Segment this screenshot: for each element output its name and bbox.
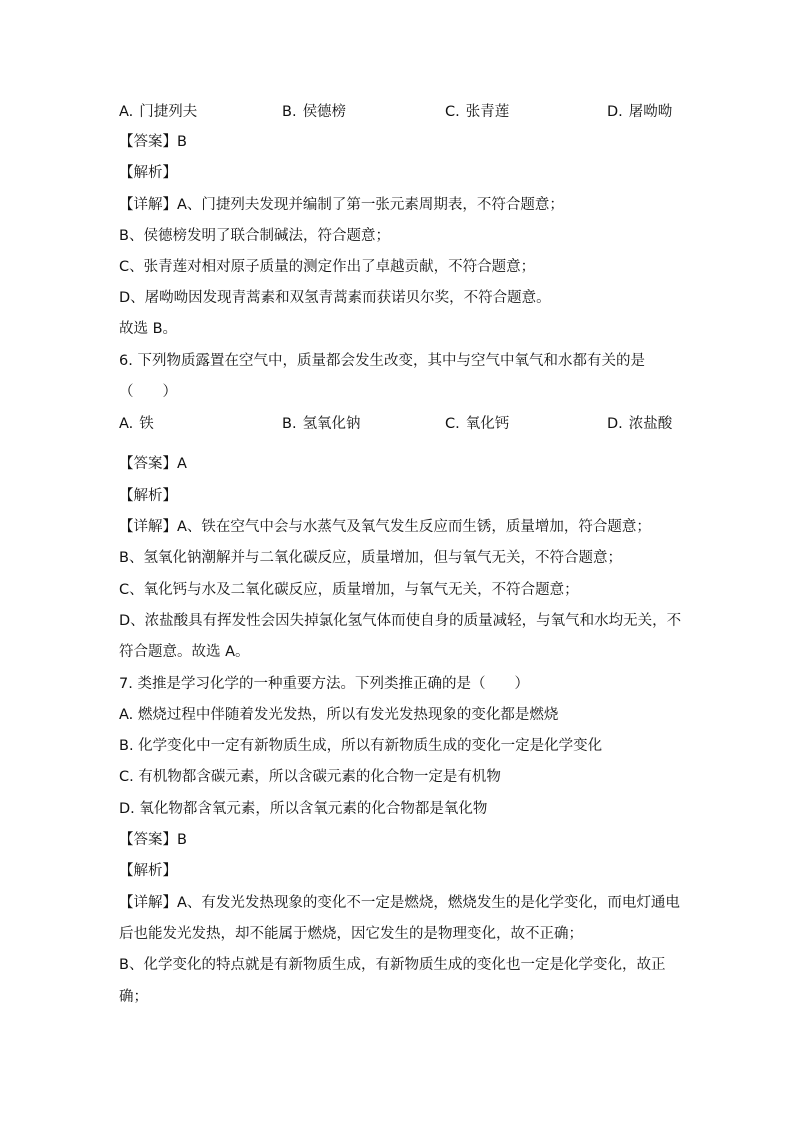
q6-option-d: D. 浓盐酸 [607, 416, 673, 432]
q6-options [119, 414, 679, 434]
q7-analysis-heading: 【解析】 [119, 863, 177, 879]
q6-analysis-heading: 【解析】 [119, 488, 177, 504]
q6-answer: 【答案】A [119, 456, 187, 472]
q7-detail-line: 后也能发光发热，却不能属于燃烧，因它发生的是物理变化，故不正确； [119, 926, 583, 942]
q6-detail-line: B、氢氧化钠潮解并与二氧化碳反应，质量增加，但与氧气无关，不符合题意； [119, 550, 622, 566]
q5-option-b: B. 侯德榜 [282, 104, 347, 120]
q6-stem: 6. 下列物质露置在空气中，质量都会发生改变，其中与空气中氧气和水都有关的是 [119, 353, 645, 369]
q5-option-c: C. 张青莲 [445, 104, 510, 120]
q7-detail-line: 确； [119, 989, 148, 1005]
q6-stem-blank: （ ） [119, 384, 177, 400]
q5-detail-line: 【详解】A、门捷列夫发现并编制了第一张元素周期表，不符合题意； [119, 197, 564, 213]
q7-detail-line: B、化学变化的特点就是有新物质生成，有新物质生成的变化也一定是化学变化，故正 [119, 957, 666, 973]
q6-option-c: C. 氧化钙 [445, 416, 510, 432]
q5-detail-line: C、张青莲对相对原子质量的测定作出了卓越贡献，不符合题意； [119, 259, 536, 275]
q5-option-a: A. 门捷列夫 [119, 104, 198, 120]
q5-detail-line: D、屠呦呦因发现青蒿素和双氢青蒿素而获诺贝尔奖，不符合题意。 [119, 290, 551, 306]
q7-answer: 【答案】B [119, 832, 187, 848]
q6-detail-line: 符合题意。故选 A。 [119, 644, 250, 660]
q6-option-b: B. 氢氧化钠 [282, 416, 361, 432]
q6-detail-line: C、氧化钙与水及二氧化碳反应，质量增加，与氧气无关，不符合题意； [119, 582, 579, 598]
q7-option-b: B. 化学变化中一定有新物质生成，所以有新物质生成的变化一定是化学变化 [119, 738, 603, 754]
q5-answer: 【答案】B [119, 134, 187, 150]
q7-option-a: A. 燃烧过程中伴随着发光发热，所以有发光发热现象的变化都是燃烧 [119, 707, 559, 723]
q7-detail-line: 【详解】A、有发光发热现象的变化不一定是燃烧，燃烧发生的是化学变化，而电灯通电 [119, 895, 680, 911]
q7-option-c: C. 有机物都含碳元素，所以含碳元素的化合物一定是有机物 [119, 769, 501, 785]
q7-option-d: D. 氧化物都含氧元素，所以含氧元素的化合物都是氧化物 [119, 801, 488, 817]
q5-detail-line: B、侯德榜发明了联合制碱法，符合题意； [119, 228, 390, 244]
q7-stem: 7. 类推是学习化学的一种重要方法。下列类推正确的是（ ） [119, 676, 529, 692]
q6-detail-line: 【详解】A、铁在空气中会与水蒸气及氧气发生反应而生锈，质量增加，符合题意； [119, 519, 651, 535]
q5-analysis-heading: 【解析】 [119, 165, 177, 181]
q5-options [119, 102, 679, 122]
q6-option-a: A. 铁 [119, 416, 154, 432]
q5-conclusion: 故选 B。 [119, 321, 178, 337]
q6-detail-line: D、浓盐酸具有挥发性会因失掉氯化氢气体而使自身的质量减轻，与氧气和水均无关，不 [119, 613, 682, 629]
q5-option-d: D. 屠呦呦 [607, 104, 673, 120]
